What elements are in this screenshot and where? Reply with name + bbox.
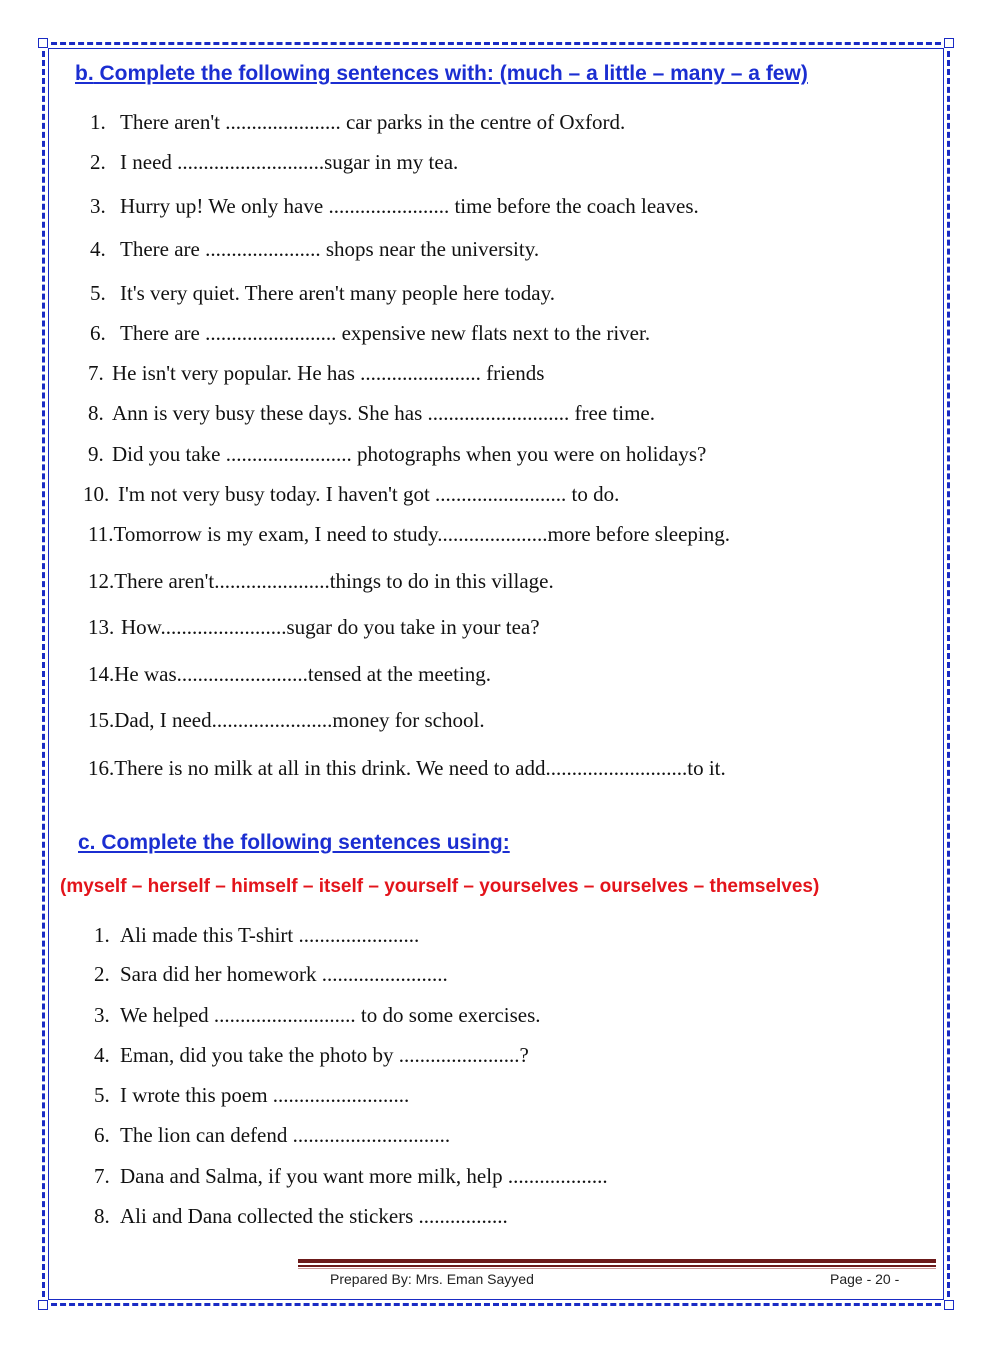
- item-number: 15.: [88, 708, 115, 732]
- section-c-item-7: [94, 1164, 608, 1188]
- item-number: 6.: [94, 1123, 110, 1147]
- footer-rule-thin: [298, 1268, 936, 1269]
- item-number: 16.: [88, 756, 115, 780]
- item-number: 4.: [94, 1043, 110, 1067]
- section-b-item-11: [88, 522, 730, 546]
- item-text: There is no milk at all in this drink. We need to add...........................to it.: [114, 756, 726, 780]
- item-text: There are ......................... expensive new flats next to the river.: [120, 321, 651, 345]
- section-b-item-2: [90, 150, 458, 174]
- item-number: 9.: [88, 442, 104, 466]
- section-b-item-4: [90, 237, 539, 261]
- item-text: Tomorrow is my exam, I need to study.....................more before sleeping.: [113, 522, 731, 546]
- section-b-item-6: [90, 321, 650, 345]
- item-text: How........................sugar do you take in your tea?: [121, 615, 540, 639]
- section-b-item-3: [90, 194, 699, 218]
- item-number: 13.: [88, 615, 115, 639]
- section-b-item-1: [90, 110, 625, 134]
- border-corner-bottom-right: [944, 1300, 954, 1310]
- item-text: There aren't ...................... car parks in the centre of Oxford.: [120, 110, 626, 134]
- item-number: 1.: [94, 923, 110, 947]
- section-b-heading: [75, 62, 808, 86]
- item-number: 3.: [90, 194, 106, 218]
- item-text: Eman, did you take the photo by .......................?: [120, 1043, 529, 1067]
- footer-page-number: Page - 20 -: [830, 1271, 900, 1287]
- item-number: 5.: [90, 281, 106, 305]
- item-text: The lion can defend ..............................: [120, 1123, 451, 1147]
- footer-rule-thick: [298, 1259, 936, 1263]
- item-text: We helped ........................... to do some exercises.: [120, 1003, 541, 1027]
- section-b-item-8: [88, 401, 655, 425]
- section-b-label: b.: [75, 62, 94, 85]
- border-corner-bottom-left: [38, 1300, 48, 1310]
- section-c-item-8: [94, 1204, 508, 1228]
- border-corner-top-left: [38, 38, 48, 48]
- item-number: 11.: [88, 522, 114, 546]
- item-text: Ali made this T-shirt .......................: [120, 923, 420, 947]
- item-text: He was.........................tensed at the meeting.: [114, 662, 491, 686]
- item-number: 8.: [88, 401, 104, 425]
- item-number: 10.: [83, 482, 110, 506]
- item-number: 12.: [88, 569, 115, 593]
- item-text: Dad, I need.......................money for school.: [114, 708, 485, 732]
- section-c-item-2: [94, 962, 448, 986]
- border-corner-top-right: [944, 38, 954, 48]
- section-b-item-5: [90, 281, 555, 305]
- item-number: 2.: [90, 150, 106, 174]
- item-text: There are ...................... shops near the university.: [120, 237, 540, 261]
- item-text: Ali and Dana collected the stickers .................: [120, 1204, 508, 1228]
- item-text: I need ............................sugar in my tea.: [120, 150, 459, 174]
- section-b-item-13: [88, 615, 540, 639]
- item-number: 1.: [90, 110, 106, 134]
- item-text: It's very quiet. There aren't many people here today.: [120, 281, 555, 305]
- item-number: 14.: [88, 662, 115, 686]
- item-text: He isn't very popular. He has ....................... friends: [112, 361, 545, 385]
- section-c-item-4: [94, 1043, 529, 1067]
- item-text: Ann is very busy these days. She has ........................... free time.: [112, 401, 655, 425]
- item-text: Did you take ........................ photographs when you were on holidays?: [112, 442, 707, 466]
- section-b-item-14: [88, 662, 491, 686]
- item-number: 7.: [88, 361, 104, 385]
- item-number: 7.: [94, 1164, 110, 1188]
- section-c-item-1: [94, 923, 419, 947]
- section-b-item-9: [88, 442, 706, 466]
- item-text: Sara did her homework ........................: [120, 962, 448, 986]
- section-b-item-15: [88, 708, 485, 732]
- section-c-item-5: [94, 1083, 409, 1107]
- section-b-item-7: [88, 361, 544, 385]
- item-text: Hurry up! We only have ....................... time before the coach leaves.: [120, 194, 699, 218]
- item-text: I'm not very busy today. I haven't got ......................... to do.: [118, 482, 620, 506]
- section-b-item-16: [88, 756, 726, 780]
- section-b-item-12: [88, 569, 554, 593]
- item-number: 2.: [94, 962, 110, 986]
- item-number: 4.: [90, 237, 106, 261]
- section-c-heading: c. Complete the following sentences using:: [78, 831, 510, 854]
- section-c-item-6: [94, 1123, 450, 1147]
- section-c-options: (myself – herself – himself – itself – yourself – yourselves – ourselves – themselves): [60, 876, 820, 897]
- section-b-heading-text: Complete the following sentences with: (much – a little – many – a few): [99, 62, 808, 85]
- item-text: There aren't......................things to do in this village.: [114, 569, 554, 593]
- footer-rule-middle: [298, 1265, 936, 1267]
- item-number: 5.: [94, 1083, 110, 1107]
- section-c-item-3: [94, 1003, 541, 1027]
- item-number: 3.: [94, 1003, 110, 1027]
- section-b-item-10: [83, 482, 619, 506]
- footer-prepared-by: Prepared By: Mrs. Eman Sayyed: [330, 1271, 534, 1287]
- item-text: I wrote this poem ..........................: [120, 1083, 410, 1107]
- item-number: 6.: [90, 321, 106, 345]
- item-number: 8.: [94, 1204, 110, 1228]
- item-text: Dana and Salma, if you want more milk, help ...................: [120, 1164, 608, 1188]
